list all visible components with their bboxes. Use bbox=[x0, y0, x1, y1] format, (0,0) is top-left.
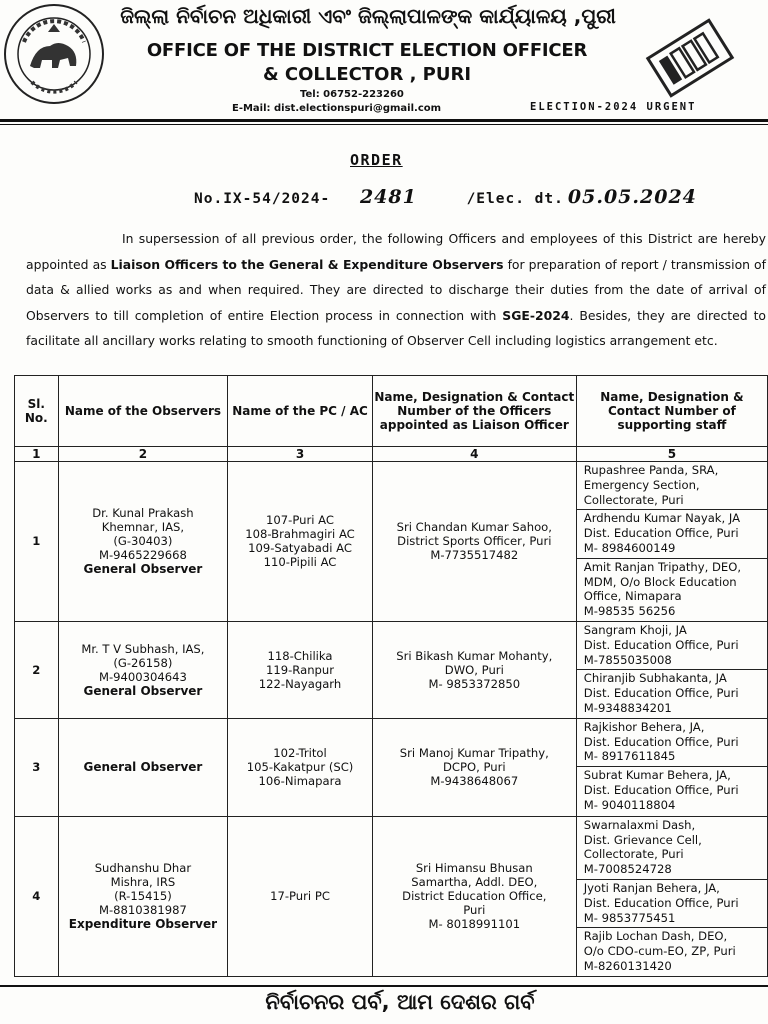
cell-sl-no bbox=[15, 816, 59, 976]
constituency: 118-Chilika bbox=[267, 648, 333, 663]
cell-supporting-staff bbox=[576, 462, 767, 622]
cell-observer bbox=[58, 462, 228, 622]
staff-entry bbox=[577, 817, 767, 880]
email-address: E-Mail: dist.electionspuri@gmail.com bbox=[232, 103, 442, 114]
column-header-pc-ac: Name of the PC / AC bbox=[228, 376, 373, 447]
cell-observer bbox=[58, 621, 228, 718]
cell-liaison-officer bbox=[372, 816, 576, 976]
observer-detail: Sudhanshu Dhar bbox=[94, 861, 192, 876]
cell-sl-no bbox=[15, 718, 59, 816]
constituency: 107-Puri AC bbox=[266, 513, 334, 528]
serial-number: 3 bbox=[32, 760, 41, 775]
constituency: 122-Nayagarh bbox=[258, 676, 342, 691]
observer-detail: Mishra, IRS bbox=[110, 875, 176, 890]
observer-detail: M-9400304643 bbox=[98, 669, 187, 684]
liaison-detail: M- 9853372850 bbox=[428, 676, 521, 691]
staff-entry bbox=[577, 462, 767, 510]
observer-type: General Observer bbox=[83, 760, 203, 775]
observer-detail: (G-30403) bbox=[113, 534, 173, 549]
staff-detail: Amit Ranjan Tripathy, DEO, bbox=[583, 559, 742, 574]
cell-supporting-staff bbox=[576, 816, 767, 976]
staff-detail: Ardhendu Kumar Nayak, JA bbox=[583, 511, 741, 526]
column-header-observers: Name of the Observers bbox=[58, 376, 228, 447]
constituency: 17-Puri PC bbox=[270, 889, 330, 904]
liaison-detail: Sri Manoj Kumar Tripathy, bbox=[399, 746, 549, 761]
column-number: 3 bbox=[228, 447, 373, 462]
cell-pc-ac bbox=[228, 462, 373, 622]
table-body bbox=[15, 462, 768, 977]
column-number: 4 bbox=[372, 447, 576, 462]
office-title-line-1: OFFICE OF THE DISTRICT ELECTION OFFICER bbox=[146, 40, 588, 61]
staff-detail: Rajkishor Behera, JA, bbox=[583, 719, 705, 734]
staff-detail: Collectorate, Puri bbox=[583, 492, 684, 507]
cell-pc-ac bbox=[228, 816, 373, 976]
constituency: 109-Satyabadi AC bbox=[248, 541, 352, 556]
column-number: 5 bbox=[576, 447, 767, 462]
staff-detail: M-9348834201 bbox=[583, 700, 672, 715]
staff-detail: Rupashree Panda, SRA, bbox=[583, 463, 719, 477]
liaison-detail: M-7735517482 bbox=[430, 548, 519, 563]
serial-number: 1 bbox=[32, 534, 41, 549]
cell-supporting-staff bbox=[576, 718, 767, 816]
cell-liaison-officer bbox=[372, 462, 576, 622]
staff-entry bbox=[577, 880, 767, 928]
table-row bbox=[15, 718, 768, 816]
cell-observer bbox=[58, 718, 228, 816]
header-divider-thin bbox=[0, 124, 768, 125]
staff-detail: Jyoti Ranjan Behera, JA, bbox=[583, 880, 720, 895]
body-bold-1: Liaison Officers to the General & Expenditure Observers bbox=[110, 256, 504, 272]
serial-number: 2 bbox=[32, 662, 41, 677]
observer-type: General Observer bbox=[83, 562, 203, 577]
liaison-officers-table bbox=[14, 375, 768, 977]
liaison-detail: DCPO, Puri bbox=[442, 760, 506, 775]
odia-footer-slogan: ନିର୍ବାଚନର ପର୍ବ, ଆମ ଦେଶର ଗର୍ବ bbox=[265, 990, 535, 1014]
liaison-detail: Sri Bikash Kumar Mohanty, bbox=[396, 648, 553, 663]
staff-entry bbox=[577, 719, 767, 767]
staff-detail: M- 9853775451 bbox=[583, 910, 676, 925]
cell-liaison-officer bbox=[372, 718, 576, 816]
staff-entry bbox=[577, 767, 767, 814]
staff-detail: Office, Nimapara bbox=[583, 589, 682, 604]
liaison-detail: District Sports Officer, Puri bbox=[397, 534, 552, 549]
urgent-tag: ELECTION-2024 URGENT bbox=[530, 101, 697, 113]
staff-detail: Dist. Education Office, Puri bbox=[583, 637, 739, 652]
table-header-row bbox=[15, 376, 768, 447]
constituency: 108-Brahmagiri AC bbox=[245, 527, 355, 542]
staff-detail: Emergency Section, bbox=[583, 477, 700, 492]
cell-pc-ac bbox=[228, 621, 373, 718]
order-date-handwritten: 05.05.2024 bbox=[567, 186, 697, 208]
observer-type: Expenditure Observer bbox=[68, 917, 218, 932]
constituency: 105-Kakatpur (SC) bbox=[246, 760, 354, 775]
column-header-staff: Name, Designation & Contact Number of supporting staff bbox=[576, 376, 767, 447]
body-text-3: . Besides, they are directed to facilitate all ancillary works relating to smooth functioning of Observer Cell including logistics arrangement etc. bbox=[26, 307, 767, 349]
staff-detail: Sangram Khoji, JA bbox=[583, 622, 687, 637]
column-header-sl: Sl. No. bbox=[15, 376, 59, 447]
body-bold-2: SGE-2024 bbox=[502, 307, 570, 323]
observer-type: General Observer bbox=[83, 683, 203, 698]
staff-detail: Dist. Education Office, Puri bbox=[583, 686, 739, 701]
staff-detail: M- 8917611845 bbox=[583, 749, 676, 764]
liaison-detail: Puri bbox=[463, 903, 486, 918]
cell-observer bbox=[58, 816, 228, 976]
staff-detail: M-98535 56256 bbox=[583, 604, 676, 619]
staff-detail: Swarnalaxmi Dash, bbox=[583, 817, 696, 832]
table-row bbox=[15, 621, 768, 718]
staff-detail: MDM, O/o Block Education bbox=[583, 574, 737, 589]
observer-detail: M-9465229668 bbox=[98, 548, 187, 563]
observer-detail: Dr. Kunal Prakash bbox=[92, 506, 194, 521]
column-number: 1 bbox=[15, 447, 59, 462]
staff-detail: Dist. Grievance Cell, bbox=[583, 832, 702, 847]
staff-detail: M- 8984600149 bbox=[583, 540, 676, 555]
staff-detail: Dist. Education Office, Puri bbox=[583, 895, 739, 910]
liaison-detail: M-9438648067 bbox=[430, 774, 519, 789]
odia-office-title: ଜିଲ୍ଲା ନିର୍ବାଚନ ଅଧିକାରୀ ଏବଂ ଜିଲ୍ଲାପାଳଙ୍କ କାର୍ଯ୍ୟାଳୟ ,ପୁରୀ bbox=[120, 4, 616, 28]
liaison-detail: DWO, Puri bbox=[444, 662, 504, 677]
order-body bbox=[26, 226, 766, 354]
office-title-line-2: & COLLECTOR , PURI bbox=[262, 64, 472, 85]
serial-number: 4 bbox=[32, 889, 41, 904]
observer-detail: Mr. T V Subhash, IAS, bbox=[81, 641, 205, 656]
observer-detail: (R-15415) bbox=[114, 889, 172, 904]
liaison-detail: Samartha, Addl. DEO, bbox=[411, 875, 538, 890]
cell-liaison-officer bbox=[372, 621, 576, 718]
observer-detail: Khemnar, IAS, bbox=[101, 520, 185, 535]
staff-detail: M-8260131420 bbox=[583, 958, 672, 973]
staff-detail: Dist. Education Office, Puri bbox=[583, 782, 739, 797]
staff-entry bbox=[577, 622, 767, 670]
observer-detail: M-8810381987 bbox=[98, 903, 187, 918]
staff-entry bbox=[577, 670, 767, 717]
footer-divider bbox=[0, 985, 768, 987]
liaison-detail: District Education Office, bbox=[402, 889, 547, 904]
column-header-liaison: Name, Designation & Contact Number of the Officers appointed as Liaison Officer bbox=[372, 376, 576, 447]
staff-detail: O/o CDO-cum-EO, ZP, Puri bbox=[583, 944, 736, 959]
order-title: ORDER bbox=[350, 151, 403, 169]
header-divider bbox=[0, 119, 768, 122]
staff-detail: M- 9040118804 bbox=[583, 797, 676, 812]
body-text-1: In supersession of all previous order, the following Officers and employees of this District are hereby appointed as bbox=[26, 231, 766, 272]
observer-detail: (G-26158) bbox=[113, 655, 173, 670]
odisha-state-seal-icon bbox=[2, 2, 106, 106]
constituency: 102-Tritol bbox=[273, 746, 327, 761]
constituency: 106-Nimapara bbox=[258, 774, 342, 789]
table-row bbox=[15, 816, 768, 976]
order-number-handwritten: 2481 bbox=[359, 186, 417, 208]
staff-detail: Rajib Lochan Dash, DEO, bbox=[583, 929, 728, 944]
staff-detail: Dist. Education Office, Puri bbox=[583, 526, 739, 541]
telephone-number: Tel: 06752-223260 bbox=[300, 89, 404, 100]
order-number-prefix: No.IX-54/2024- bbox=[194, 191, 331, 207]
cell-sl-no bbox=[15, 462, 59, 622]
liaison-detail: Sri Himansu Bhusan bbox=[415, 861, 533, 876]
staff-detail: Chiranjib Subhakanta, JA bbox=[583, 671, 727, 686]
election-commission-logo-icon bbox=[644, 16, 736, 100]
staff-entry bbox=[577, 559, 767, 621]
staff-detail: Subrat Kumar Behera, JA, bbox=[583, 768, 731, 783]
order-number-suffix: /Elec. dt. bbox=[466, 191, 564, 207]
staff-detail: Dist. Education Office, Puri bbox=[583, 734, 739, 749]
column-number-row bbox=[15, 447, 768, 462]
staff-detail: M-7855035008 bbox=[583, 652, 672, 667]
staff-detail: Collectorate, Puri bbox=[583, 847, 684, 862]
body-text-2: for preparation of report / transmission of data & allied works as and when required. They are directed to discharge their duties from the date of arrival of Observers to till completion of entire Election process in connection with bbox=[26, 256, 766, 323]
staff-entry bbox=[577, 510, 767, 558]
staff-detail: M-7008524728 bbox=[583, 862, 672, 877]
cell-sl-no bbox=[15, 621, 59, 718]
cell-supporting-staff bbox=[576, 621, 767, 718]
staff-entry bbox=[577, 928, 767, 975]
liaison-detail: M- 8018991101 bbox=[428, 917, 521, 932]
order-number bbox=[194, 186, 697, 208]
order-paragraph bbox=[26, 226, 766, 354]
constituency: 110-Pipili AC bbox=[263, 555, 337, 570]
liaison-detail: Sri Chandan Kumar Sahoo, bbox=[396, 520, 552, 535]
cell-pc-ac bbox=[228, 718, 373, 816]
table-row bbox=[15, 462, 768, 622]
constituency: 119-Ranpur bbox=[265, 662, 335, 677]
column-number: 2 bbox=[58, 447, 228, 462]
